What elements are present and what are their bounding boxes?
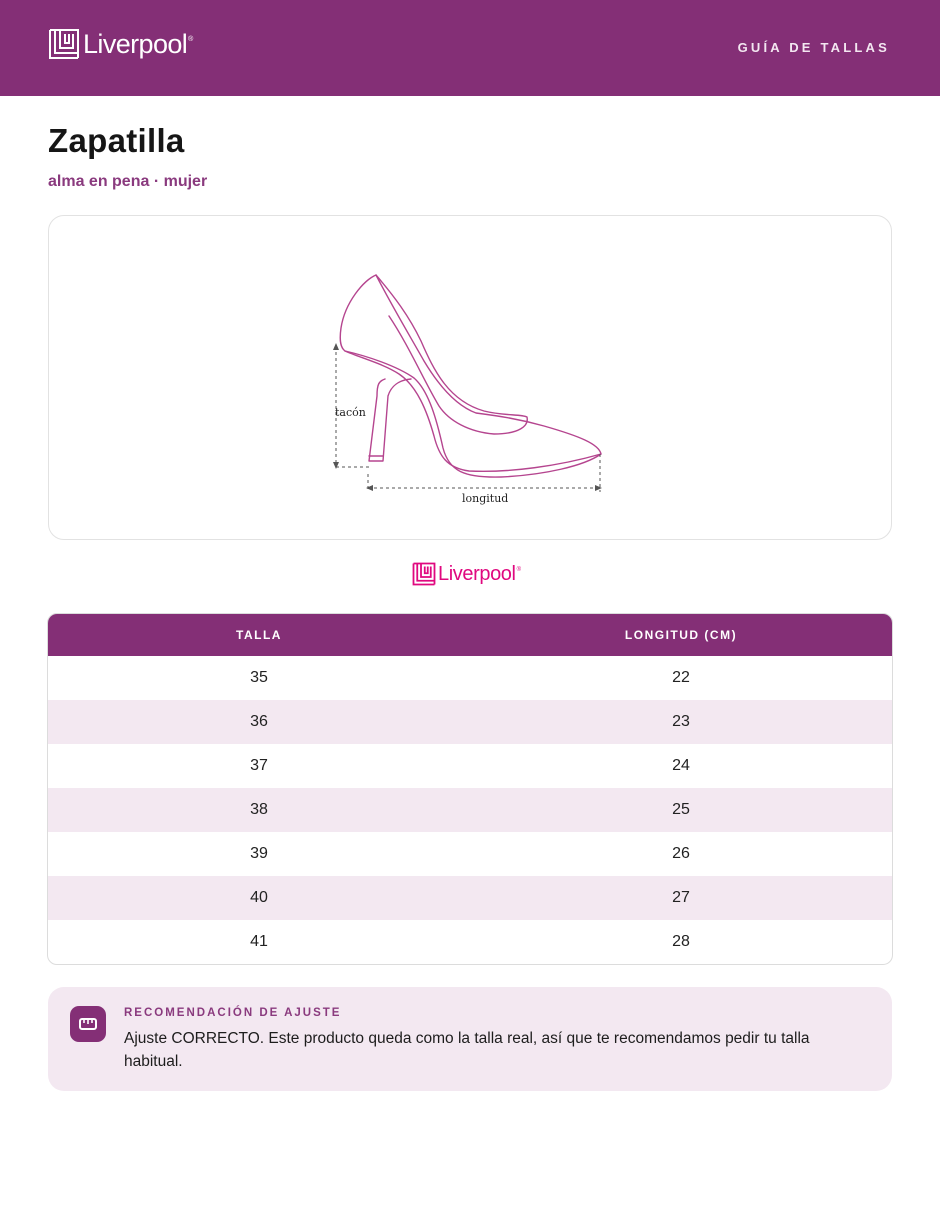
length-cell: 28: [672, 933, 690, 950]
shoe-opening: [376, 275, 527, 434]
size-cell: 39: [250, 845, 268, 862]
size-guide-label: GUÍA DE TALLAS: [737, 40, 890, 55]
product-title: Zapatilla: [48, 122, 185, 159]
size-table: [47, 613, 893, 965]
length-cell: 26: [672, 845, 690, 862]
recommendation-text: Ajuste CORRECTO. Este producto queda como la talla real, así que te recomendamos pedir tu talla habitual.: [124, 1030, 810, 1070]
table-row: [48, 788, 892, 832]
table-row: [48, 876, 892, 920]
size-cell: 36: [250, 713, 268, 730]
length-cell: 22: [672, 669, 690, 686]
size-cell: 35: [250, 669, 268, 686]
brand-logo[interactable]: [48, 28, 193, 60]
size-cell: 37: [250, 757, 268, 774]
brand-name: Liverpool: [83, 29, 188, 59]
table-row: [48, 920, 892, 964]
length-cell: 24: [672, 757, 690, 774]
table-row: [48, 744, 892, 788]
shoe-outline: [340, 275, 601, 477]
registered-mark: ®: [188, 36, 194, 43]
size-cell: 38: [250, 801, 268, 818]
length-cell: 25: [672, 801, 690, 818]
length-cell: 27: [672, 889, 690, 906]
column-header-length: LONGITUD (CM): [624, 628, 738, 642]
liverpool-logo-icon: [48, 28, 80, 60]
liverpool-footer-logo: [412, 562, 521, 586]
liverpool-logo-icon: [412, 562, 436, 586]
ruler-icon: [70, 1006, 106, 1042]
table-row: [48, 700, 892, 744]
shoe-heel: [369, 379, 411, 461]
fit-recommendation: [48, 987, 892, 1091]
high-heel-shoe-illustration: [49, 216, 893, 541]
shoe-diagram-card: [48, 215, 892, 540]
heel-label: tacón: [335, 406, 366, 419]
length-label: longitud: [462, 492, 509, 505]
table-row: [48, 832, 892, 876]
footer-brand-name: Liverpool: [438, 563, 516, 585]
footer-registered-mark: ®: [516, 567, 521, 573]
length-cell: 23: [672, 713, 690, 730]
column-header-size: TALLA: [236, 628, 282, 642]
recommendation-heading: RECOMENDACIÓN DE AJUSTE: [124, 1007, 342, 1019]
size-cell: 40: [250, 889, 268, 906]
table-header: [48, 614, 892, 656]
top-header: [0, 0, 940, 96]
table-row: [48, 656, 892, 700]
size-cell: 41: [250, 933, 268, 950]
product-subtitle: alma en pena · mujer: [48, 173, 208, 190]
